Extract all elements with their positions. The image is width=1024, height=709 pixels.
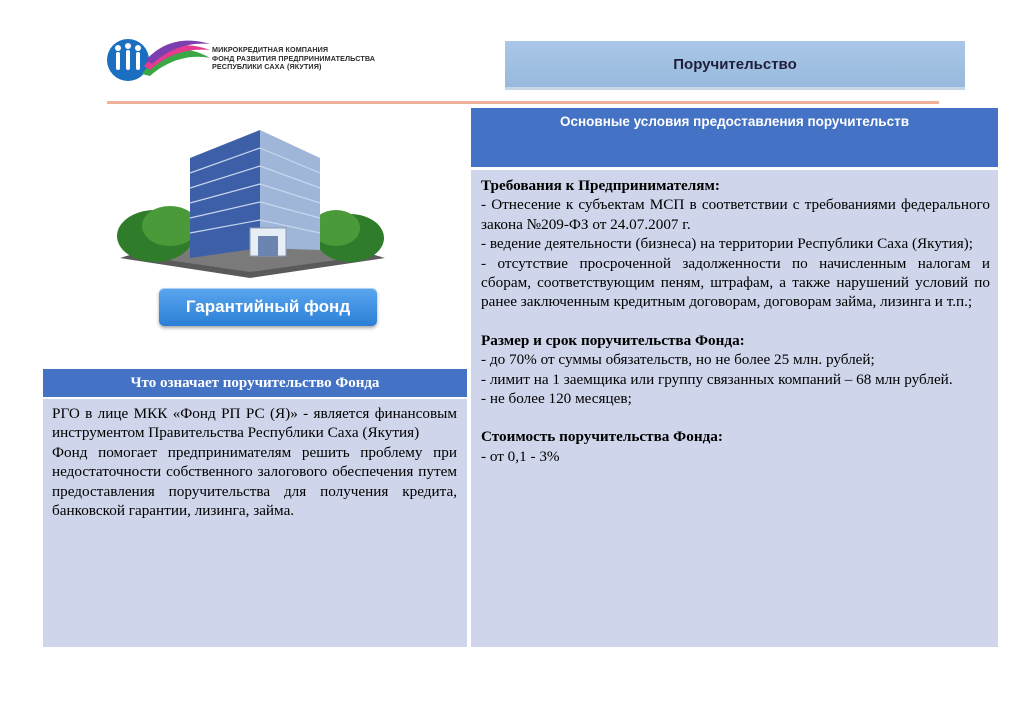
section-line: - от 0,1 - 3% [481,447,560,465]
section-line: - не более 120 месяцев; [481,390,632,408]
logo-text-line: РЕСПУБЛИКИ САХА (ЯКУТИЯ) [212,62,322,72]
office-building-icon [110,118,390,278]
left-panel-title: Что означает поручительство Фонда [43,369,467,397]
section-line: - лимит на 1 заемщика или группу связанных компаний – 68 млн рублей. [481,370,953,388]
logo-text-line: ФОНД РАЗВИТИЯ ПРЕДПРИНИМАТЕЛЬСТВА [212,53,376,63]
slide-title: Поручительство [505,41,965,90]
section-line: - Отнесение к субъектам МСП в соответствии с требованиями федерального закона №209-ФЗ от 24.07.2007 г. [481,196,990,233]
left-paragraph: РГО в лице МКК «Фонд РП РС (Я)» - является финансовым инструментом Правительства Республики Саха (Якутия) [52,405,457,442]
right-panel-title: Основные условия предоставления поручительств [471,108,998,167]
section-heading: Стоимость поручительства Фонда: [481,428,723,446]
left-paragraph: Фонд помогает предпринимателям решить проблему при недостаточности собственного залогового обеспечения путем предоставления поручительства для получения кредита, банковской гарантии, лизинга, займа. [52,443,457,520]
section-line: - ведение деятельности (бизнеса) на территории Республики Саха (Якутия); [481,235,973,253]
section-line: - отсутствие просроченной задолженности по начисленным налогам и сборам, соответствующим пеням, штрафам, а также нарушений условий по ранее заключенным кредитным договорам, договорам займа, лизинга и т.п.; [481,254,990,311]
section-heading: Требования к Предпринимателям: [481,177,720,194]
guarantee-fund-badge: Гарантийный фонд [159,288,377,326]
right-panel-body [471,170,998,647]
left-panel-body [43,399,467,647]
logo-text [212,46,375,72]
logo-text-line: МИКРОКРЕДИТНАЯ КОМПАНИЯ [212,45,329,54]
section-line: - до 70% от суммы обязательств, но не более 25 млн. рублей; [481,351,875,369]
divider-line [107,101,939,104]
section-heading: Размер и срок поручительства Фонда: [481,331,745,349]
